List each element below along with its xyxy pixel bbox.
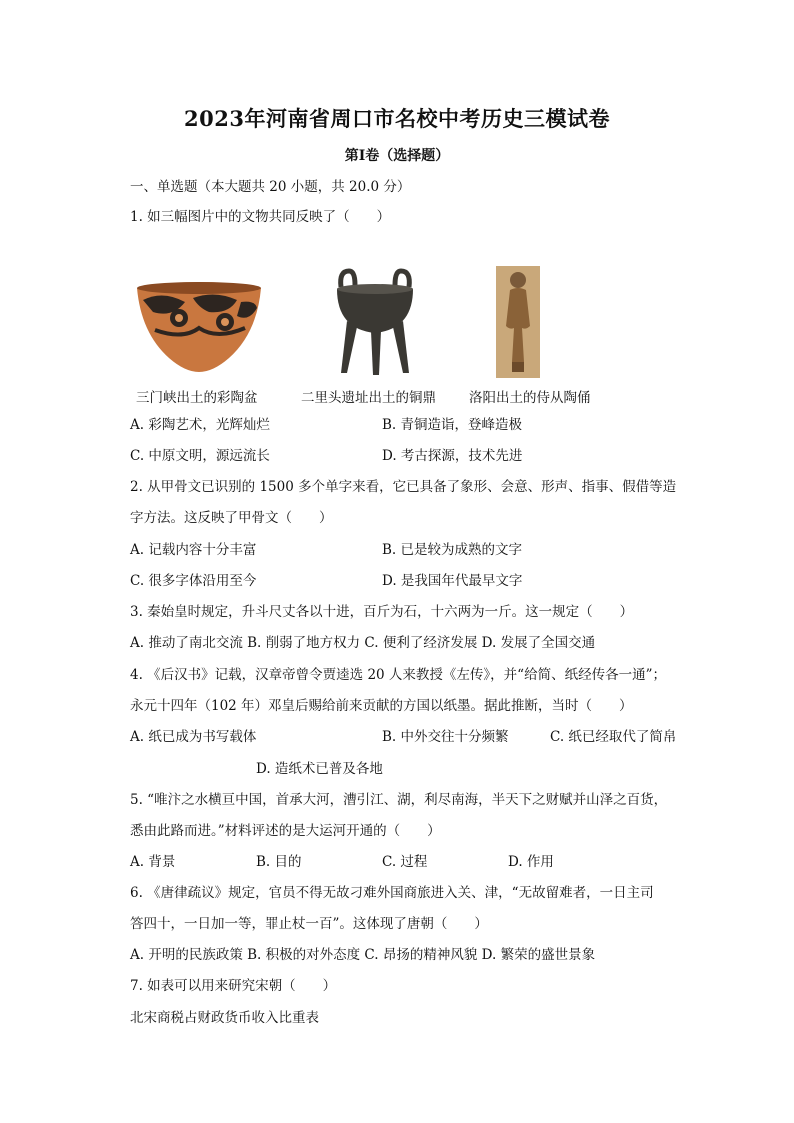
q1-option-d[interactable]: D. 考古探源，技术先进 bbox=[382, 448, 523, 464]
q1-option-a[interactable]: A. 彩陶艺术，光辉灿烂 bbox=[130, 417, 270, 433]
q7-table-title: 北宋商税占财政货币收入比重表 bbox=[130, 1010, 319, 1026]
q1-caption-1: 三门峡出土的彩陶盆 bbox=[136, 390, 258, 406]
q1-caption-2: 二里头遗址出土的铜鼎 bbox=[301, 390, 436, 406]
q2-stem-line2: 字方法。这反映了甲骨文（ ） bbox=[130, 510, 333, 526]
q5-option-c[interactable]: C. 过程 bbox=[382, 854, 428, 870]
q2-option-c[interactable]: C. 很多字体沿用至今 bbox=[130, 573, 257, 589]
q1-stem: 1. 如三幅图片中的文物共同反映了（ ） bbox=[130, 209, 391, 225]
q1-caption-3: 洛阳出土的侍从陶俑 bbox=[469, 390, 591, 406]
q4-option-d[interactable]: D. 造纸术已普及各地 bbox=[256, 761, 383, 777]
bronze-ding-image bbox=[333, 267, 417, 377]
painted-pottery-basin-image bbox=[133, 278, 265, 374]
q2-option-b[interactable]: B. 已是较为成熟的文字 bbox=[382, 542, 523, 558]
q4-option-b[interactable]: B. 中外交往十分频繁 bbox=[382, 729, 509, 745]
q2-option-a[interactable]: A. 记载内容十分丰富 bbox=[130, 542, 257, 558]
exam-title: 2023年河南省周口市名校中考历史三模试卷 bbox=[184, 106, 610, 131]
q5-option-d[interactable]: D. 作用 bbox=[508, 854, 554, 870]
q6-options[interactable]: A. 开明的民族政策 B. 积极的对外态度 C. 昂扬的精神风貌 D. 繁荣的盛世景象 bbox=[130, 947, 596, 963]
q7-stem: 7. 如表可以用来研究宋朝（ ） bbox=[130, 978, 337, 994]
q1-option-b[interactable]: B. 青铜造诣，登峰造极 bbox=[382, 417, 523, 433]
q3-stem: 3. 秦始皇时规定，升斗尺丈各以十进，百斤为石，十六两为一斤。这一规定（ ） bbox=[130, 604, 634, 620]
q5-option-b[interactable]: B. 目的 bbox=[256, 854, 302, 870]
q6-stem-line2: 答四十，一日加一等，罪止杖一百”。这体现了唐朝（ ） bbox=[130, 916, 488, 932]
q1-option-c[interactable]: C. 中原文明，源远流长 bbox=[130, 448, 270, 464]
q5-stem-line2: 悉由此路而进。”材料评述的是大运河开通的（ ） bbox=[130, 823, 441, 839]
q2-stem-line1: 2. 从甲骨文已识别的 1500 多个单字来看，它已具备了象形、会意、形声、指事、假借等造 bbox=[130, 479, 677, 495]
exam-subtitle: 第Ⅰ卷（选择题） bbox=[344, 148, 450, 164]
q5-stem-line1: 5. “唯汴之水横亘中国，首承大河，漕引江、湖，利尽南海，半天下之财赋并山泽之百货， bbox=[130, 792, 668, 808]
q4-option-c[interactable]: C. 纸已经取代了简帛 bbox=[550, 729, 677, 745]
pottery-figurine-image bbox=[496, 266, 540, 378]
q4-stem-line1: 4. 《后汉书》记载，汉章帝曾令贾逵选 20 人来教授《左传》，并“给简、纸经传各一通”； bbox=[130, 667, 666, 683]
q4-option-a[interactable]: A. 纸已成为书写载体 bbox=[130, 729, 257, 745]
q2-option-d[interactable]: D. 是我国年代最早文字 bbox=[382, 573, 523, 589]
q6-stem-line1: 6. 《唐律疏议》规定，官员不得无故刁难外国商旅进入关、津，“无故留难者，一日主司 bbox=[130, 885, 654, 901]
section-heading: 一、单选题（本大题共 20 小题，共 20.0 分） bbox=[130, 179, 411, 195]
q3-options[interactable]: A. 推动了南北交流 B. 削弱了地方权力 C. 便利了经济发展 D. 发展了全国交通 bbox=[130, 635, 596, 651]
q4-stem-line2: 永元十四年（102 年）邓皇后赐给前来贡献的方国以纸墨。据此推断，当时（ ） bbox=[130, 698, 633, 714]
q5-option-a[interactable]: A. 背景 bbox=[130, 854, 176, 870]
